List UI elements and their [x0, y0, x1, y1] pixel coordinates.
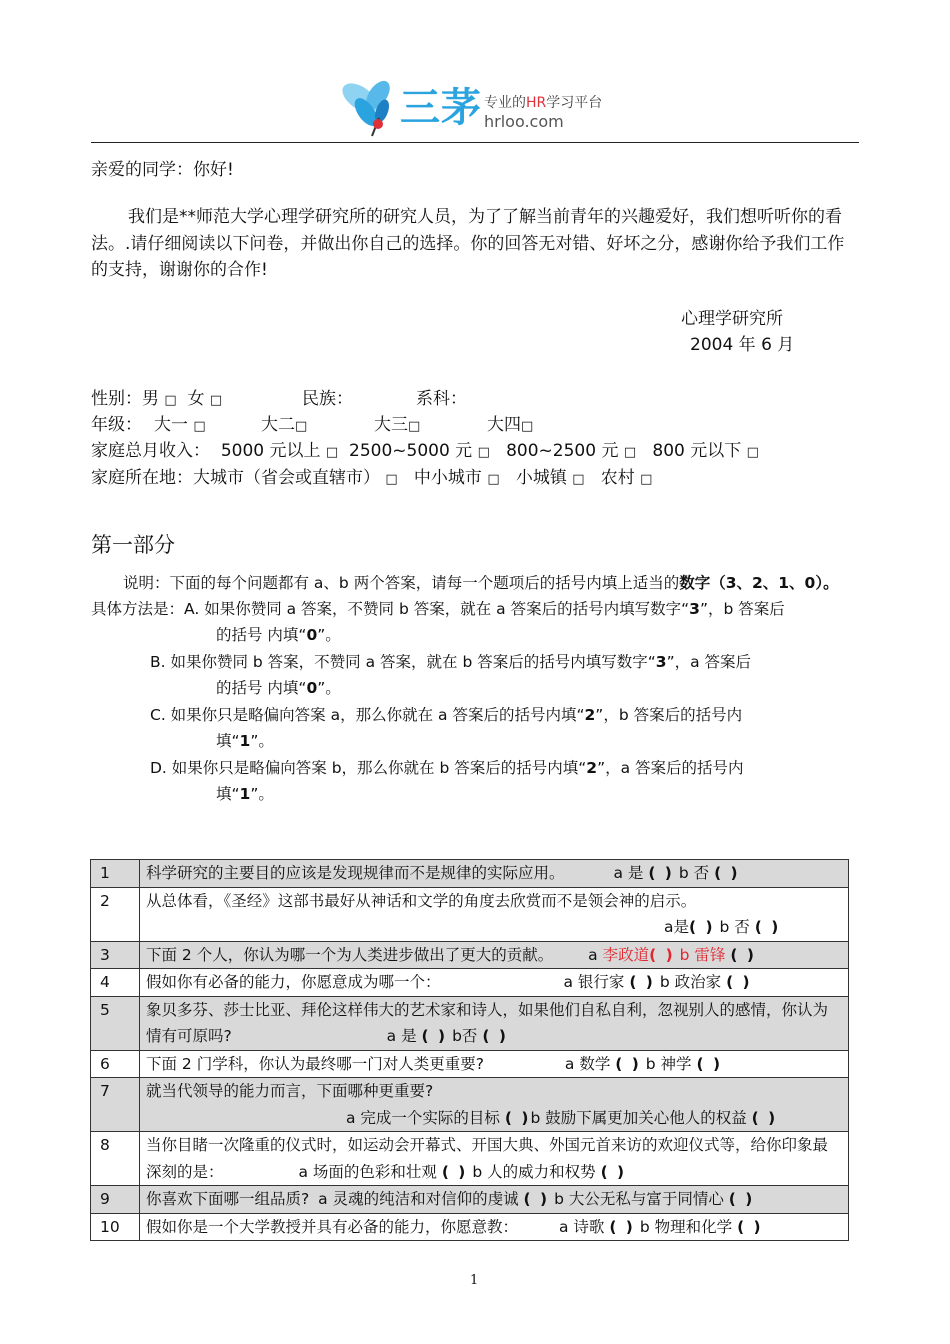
question-cell: 假如你有必备的能力，你愿意成为哪一个： a 银行家 ( ) b 政治家 ( ): [140, 969, 849, 997]
rule-b-line2: 的括号 内填“0”。: [216, 679, 341, 697]
answer-blank-b[interactable]: ( ): [600, 1162, 627, 1181]
form-row-gender: 性别：男 □ 女 □: [91, 386, 222, 414]
question-cell: 你喜欢下面哪一组品质? a 灵魂的纯洁和对信仰的虔诚 ( ) b 大公无私与富于同情心 ( ): [140, 1186, 849, 1214]
table-row: [91, 1132, 849, 1186]
grade-option[interactable]: 大四□: [487, 415, 534, 435]
location-label: 家庭所在地：: [91, 468, 193, 488]
question-table: [90, 859, 849, 1241]
grade-option[interactable]: 大二□: [261, 415, 308, 435]
question-number: 6: [91, 1050, 140, 1078]
answer-blank-a[interactable]: ( ): [629, 973, 655, 991]
rule-d-line1: D. 如果你只是略偏向答案 b，那么你就在 b 答案后的括号内填“2”，a 答案后的括号内: [150, 759, 744, 777]
answer-blank-b[interactable]: ( ): [726, 973, 752, 991]
question-cell: 象贝多芬、莎士比亚、拜伦这样伟大的艺术家和诗人，如果他们自私自利，忽视别人的感情，你认为情有可原吗? a 是 ( ) b否 ( ): [140, 996, 849, 1050]
question-cell: 从总体看，《圣经》这部书最好从神话和文学的角度去欣赏而不是领会神的启示。 a是( ) b 否 ( ): [140, 887, 849, 941]
answer-blank-a[interactable]: ( ): [609, 1217, 635, 1236]
form-row-income: [91, 438, 759, 466]
rule-a-line1: 具体方法是：A. 如果你赞同 a 答案，不赞同 b 答案，就在 a 答案后的括号内填写数字“3”，b 答案后: [91, 600, 785, 618]
question-number: 8: [91, 1132, 140, 1186]
location-option[interactable]: 农村 □: [600, 468, 653, 488]
income-option[interactable]: 800~2500 元 □: [506, 441, 637, 461]
question-cell: 科学研究的主要目的应该是发现规律而不是规律的实际应用。 a 是 ( ) b 否 ( ): [140, 860, 849, 888]
grade-label: 年级：: [91, 415, 142, 435]
location-option[interactable]: 中小城市 □: [413, 468, 500, 488]
male-checkbox[interactable]: □: [164, 393, 177, 408]
greeting: 亲爱的同学：你好!: [91, 160, 234, 180]
letter-body: 我们是**师范大学心理学研究所的研究人员，为了了解当前青年的兴趣爱好，我们想听听你的看法。.请仔细阅读以下问卷，并做出你自己的选择。你的回答无对错、好坏之分，感谢你给予我们工作的支持，谢谢你的合作!: [91, 207, 845, 280]
income-option[interactable]: 2500~5000 元 □: [349, 441, 490, 461]
answer-blank-a[interactable]: ( ): [504, 1108, 531, 1127]
question-cell: 当你目睹一次隆重的仪式时，如运动会开幕式、开国大典、外国元首来访的欢迎仪式等，给你印象最深刻的是： a 场面的色彩和壮观 ( ) b 人的威力和权势 ( ): [140, 1132, 849, 1186]
answer-blank-b[interactable]: ( ): [728, 1190, 755, 1208]
question-cell: 假如你是一个大学教授并具有必备的能力，你愿意教： a 诗歌 ( ) b 物理和化学 ( ): [140, 1213, 849, 1241]
section-title: 第一部分: [91, 533, 175, 557]
answer-blank-b[interactable]: ( ): [754, 918, 781, 936]
site-logo: [338, 78, 628, 138]
question-number: 7: [91, 1078, 140, 1132]
dragonfly-logo-icon: [338, 78, 400, 140]
question-number: 1: [91, 860, 140, 888]
rule-a-line2: 的括号 内填“0”。: [216, 626, 341, 644]
female-checkbox[interactable]: □: [209, 393, 223, 408]
answer-blank-b[interactable]: ( ): [751, 1108, 778, 1127]
logo-url: hrloo.com: [484, 112, 564, 131]
answer-blank-a[interactable]: ( ): [648, 864, 674, 882]
gender-label: 性别：: [91, 389, 142, 409]
table-row: [91, 969, 849, 997]
header-divider: [91, 142, 859, 143]
question-cell: 下面 2 门学科，你认为最终哪一门对人类更重要? a 数学 ( ) b 神学 ( ): [140, 1050, 849, 1078]
question-cell: 下面 2 个人，你认为哪一个为人类进步做出了更大的贡献。 a 李政道( ) b 雷锋 ( ): [140, 941, 849, 969]
rule-d-line2: 填“1”。: [216, 785, 274, 803]
income-option[interactable]: 5000 元以上 □: [220, 441, 339, 461]
question-number: 5: [91, 996, 140, 1050]
answer-blank-b[interactable]: ( ): [730, 945, 756, 964]
page-number: 1: [470, 1273, 479, 1288]
rule-c-line1: C. 如果你只是略偏向答案 a，那么你就在 a 答案后的括号内填“2”，b 答案后的括号内: [150, 706, 743, 724]
logo-tagline: 专业的HR学习平台: [484, 95, 603, 111]
answer-blank-b[interactable]: ( ): [696, 1054, 723, 1073]
rule-c-line2: 填“1”。: [216, 732, 274, 750]
answer-blank-a[interactable]: ( ): [689, 918, 715, 936]
answer-blank-a[interactable]: ( ): [649, 945, 675, 964]
logo-text: 三茅: [400, 85, 482, 131]
location-option[interactable]: 大城市（省会或直辖市） □: [193, 468, 398, 488]
rule-b-line1: B. 如果你赞同 b 答案，不赞同 a 答案，就在 b 答案后的括号内填写数字“3”，a 答案后: [150, 653, 752, 671]
table-row: [91, 1186, 849, 1214]
question-number: 3: [91, 941, 140, 969]
location-option[interactable]: 小城镇 □: [515, 468, 585, 488]
answer-blank-b[interactable]: ( ): [482, 1027, 508, 1045]
table-row: [91, 1213, 849, 1241]
table-row: [91, 1050, 849, 1078]
answer-blank-a[interactable]: ( ): [421, 1027, 448, 1045]
grade-option[interactable]: 大三□: [374, 415, 421, 435]
table-row: [91, 996, 849, 1050]
question-number: 4: [91, 969, 140, 997]
department-label: 系科：: [416, 389, 467, 409]
question-number: 10: [91, 1213, 140, 1241]
income-label: 家庭总月收入：: [91, 441, 210, 461]
answer-blank-b[interactable]: ( ): [714, 864, 740, 882]
answer-blank-a[interactable]: ( ): [523, 1190, 550, 1208]
table-row: [91, 887, 849, 941]
letter-date: 2004 年 6 月: [690, 335, 795, 355]
table-row: [91, 1078, 849, 1132]
question-number: 2: [91, 887, 140, 941]
signature: 心理学研究所: [681, 309, 783, 329]
grade-option[interactable]: 大一 □: [154, 415, 206, 435]
answer-blank-b[interactable]: ( ): [737, 1217, 763, 1236]
question-number: 9: [91, 1186, 140, 1214]
form-row-location: [91, 465, 652, 493]
answer-blank-a[interactable]: ( ): [615, 1054, 641, 1073]
answer-blank-a[interactable]: ( ): [441, 1162, 468, 1181]
table-row: [91, 860, 849, 888]
table-row: [91, 941, 849, 969]
question-cell: 就当代领导的能力而言，下面哪种更重要? a 完成一个实际的目标 ( )b 鼓励下属更加关心他人的权益 ( ): [140, 1078, 849, 1132]
ethnicity-label: 民族：: [302, 389, 353, 409]
instructions-intro: 说明：下面的每个问题都有 a、b 两个答案，请每一个题项后的括号内填上适当的数字（3、2、1、0）。: [123, 574, 839, 592]
income-option[interactable]: 800 元以下 □: [652, 441, 759, 461]
